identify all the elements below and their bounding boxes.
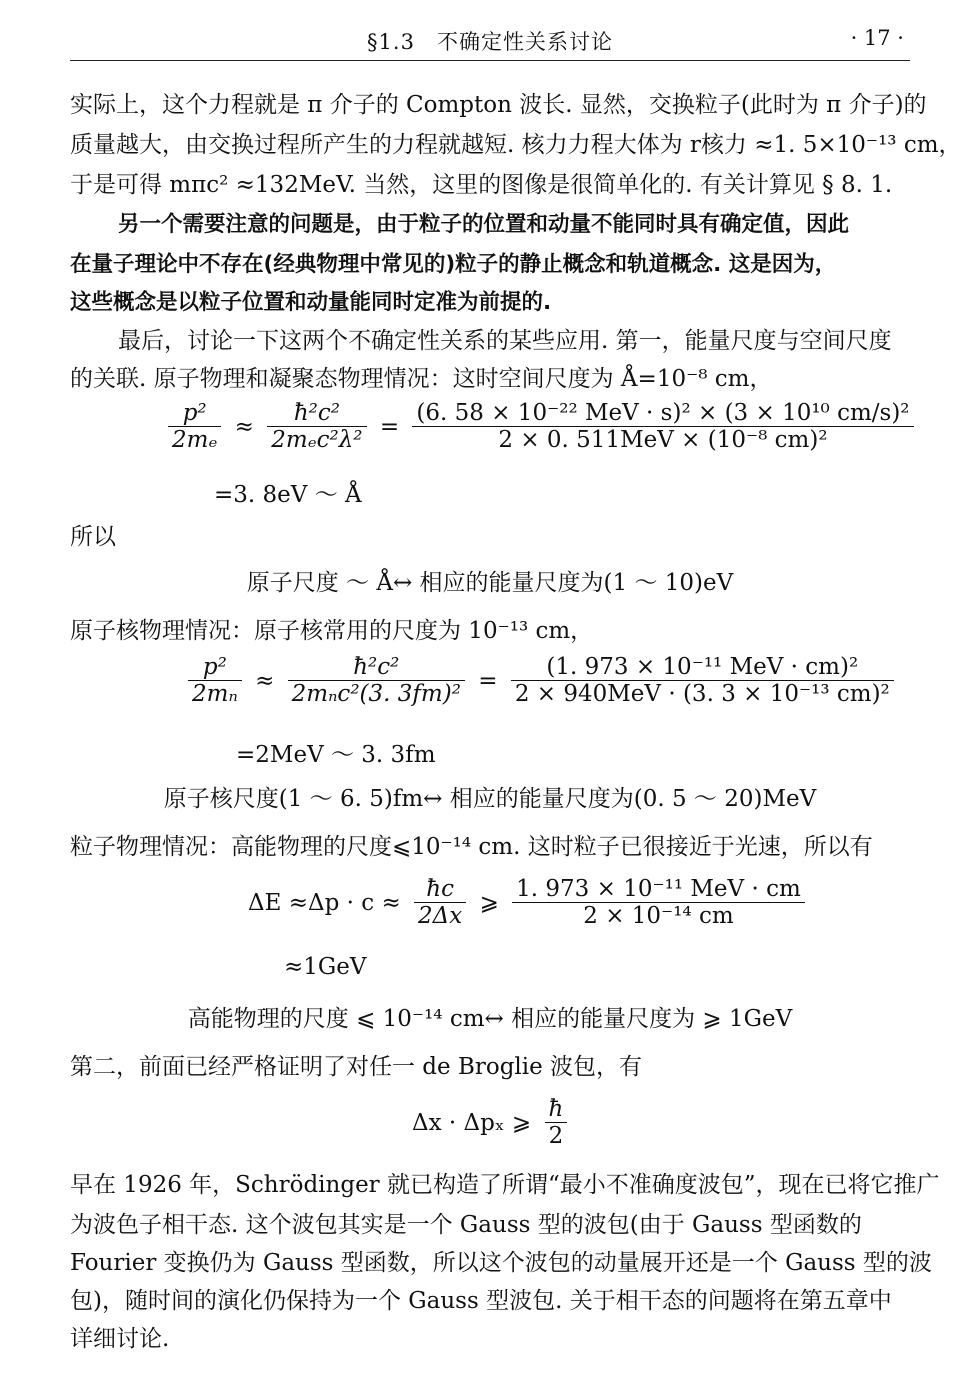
fraction: $\frac{\text{1. 973 × 10⁻¹¹ MeV · cm}}{\text{2 × 10⁻¹⁴ cm}}$ (512, 876, 805, 929)
text-line-19: 包)，随时间的演化仍保持为一个 Gauss 型波包. 关于相干态的问题将在第五章中 (70, 1288, 892, 1314)
page-header (70, 24, 910, 61)
equation-high-energy: ΔE ≈Δp · c ≈ $\frac{ħc}{2\Delta x}$ ⩾ $\frac{\text{1. 973 × 10⁻¹¹ MeV · cm}}{\text{2 × 10⁻¹⁴ cm}}$ (248, 876, 805, 929)
text-line-4: 另一个需要注意的问题是，由于粒子的位置和动量不能同时具有确定值，因此 (118, 212, 850, 237)
fraction: $\frac{\text{p²}}{\text{2mₙ}}$ (188, 654, 242, 707)
section-title: §1.3 不确定性关系讨论 (367, 30, 613, 54)
fraction: $\frac{\text{(6. 58 × 10⁻²² MeV · s)² × (3 × 10¹⁰ cm/s)²}}{\text{2 × 0. 511MeV × (10⁻⁸ cm)²}}$ (412, 400, 913, 453)
text-line-10: 原子尺度 ～ Å↔ 相应的能量尺度为(1 ～ 10)eV (246, 570, 734, 596)
text-line-5: 在量子理论中不存在(经典物理中常见的)粒子的静止概念和轨道概念. 这是因为， (70, 252, 837, 277)
equation-atomic-result: =3. 8eV ～ Å (214, 482, 362, 508)
equation-atomic-energy: $\frac{\text{p²}}{\text{2mₑ}}$ ≈ $\frac{\text{ħ²c²}}{\text{2mₑc²λ²}}$ = $\frac{\text{(6. 58 × 10⁻²² MeV · s)² × (3 × 10¹⁰ cm/s)²}}{\text{2 × 0. 511MeV × (10⁻⁸ cm)²}}$ (168, 400, 914, 453)
text-line-20: 详细讨论. (70, 1326, 170, 1352)
text-line-1: 实际上，这个力程就是 π 介子的 Compton 波长. 显然，交换粒子(此时为 π 介子)的 (70, 92, 927, 118)
text-line-12: 原子核尺度(1 ～ 6. 5)fm↔ 相应的能量尺度为(0. 5 ～ 20)MeV (163, 786, 817, 812)
text-line-11: 原子核物理情况：原子核常用的尺度为 10⁻¹³ cm， (70, 618, 594, 644)
equation-high-energy-result: ≈1GeV (284, 954, 367, 980)
text-line-6: 这些概念是以粒子位置和动量能同时定准为前提的. (70, 290, 552, 315)
fraction: $\frac{\text{ħ²c²}}{\text{2mₙc²(3. 3fm)²}}$ (288, 654, 465, 707)
text-line-8: 的关联. 原子物理和凝聚态物理情况：这时空间尺度为 Å=10⁻⁸ cm， (70, 366, 773, 392)
text-line-13: 粒子物理情况：高能物理的尺度⩽10⁻¹⁴ cm. 这时粒子已很接近于光速，所以有 (70, 834, 873, 860)
fraction: $\frac{ħc}{2\Delta x}$ (414, 876, 466, 929)
equation-nuclear-energy: $\frac{\text{p²}}{\text{2mₙ}}$ ≈ $\frac{\text{ħ²c²}}{\text{2mₙc²(3. 3fm)²}}$ = $\frac{\text{(1. 973 × 10⁻¹¹ MeV · cm)²}}{\text{2 × 940MeV · (3. 3 × 10⁻¹³ cm)²}}$ (188, 654, 894, 707)
text-line-17: 为波色子相干态. 这个波包其实是一个 Gauss 型的波包(由于 Gauss 型函数的 (70, 1212, 862, 1238)
equation-nuclear-result: =2MeV ～ 3. 3fm (236, 742, 436, 768)
fraction: $\frac{ħ}{2}$ (545, 1096, 568, 1149)
text-line-7: 最后，讨论一下这两个不确定性关系的某些应用. 第一，能量尺度与空间尺度 (118, 328, 892, 354)
text-line-9: 所以 (70, 524, 116, 550)
fraction: $\frac{\text{ħ²c²}}{\text{2mₑc²λ²}}$ (267, 400, 366, 453)
text-line-3: 于是可得 mπc² ≈132MeV. 当然，这里的图像是很简单化的. 有关计算见 § 8. 1. (70, 172, 893, 198)
fraction: $\frac{\text{(1. 973 × 10⁻¹¹ MeV · cm)²}}{\text{2 × 940MeV · (3. 3 × 10⁻¹³ cm)²}}$ (511, 654, 894, 707)
text-line-16: 早在 1926 年，Schrödinger 就已构造了所谓“最小不准确度波包”，现在已将它推广 (70, 1172, 940, 1198)
page-number: · 17 · (850, 26, 904, 50)
text-line-15: 第二，前面已经严格证明了对任一 de Broglie 波包，有 (70, 1054, 643, 1080)
text-line-14: 高能物理的尺度 ⩽ 10⁻¹⁴ cm↔ 相应的能量尺度为 ⩾ 1GeV (187, 1006, 793, 1032)
text-line-2: 质量越大，由交换过程所产生的力程就越短. 核力力程大体为 r核力 ≈1. 5×10⁻¹³ cm， (70, 132, 962, 158)
text-line-18: Fourier 变换仍为 Gauss 型函数，所以这个波包的动量展开还是一个 Gauss 型的波 (70, 1250, 932, 1276)
equation-uncertainty: Δx · Δpₓ ⩾ $\frac{ħ}{2}$ (412, 1096, 567, 1149)
fraction: $\frac{\text{p²}}{\text{2mₑ}}$ (168, 400, 221, 453)
